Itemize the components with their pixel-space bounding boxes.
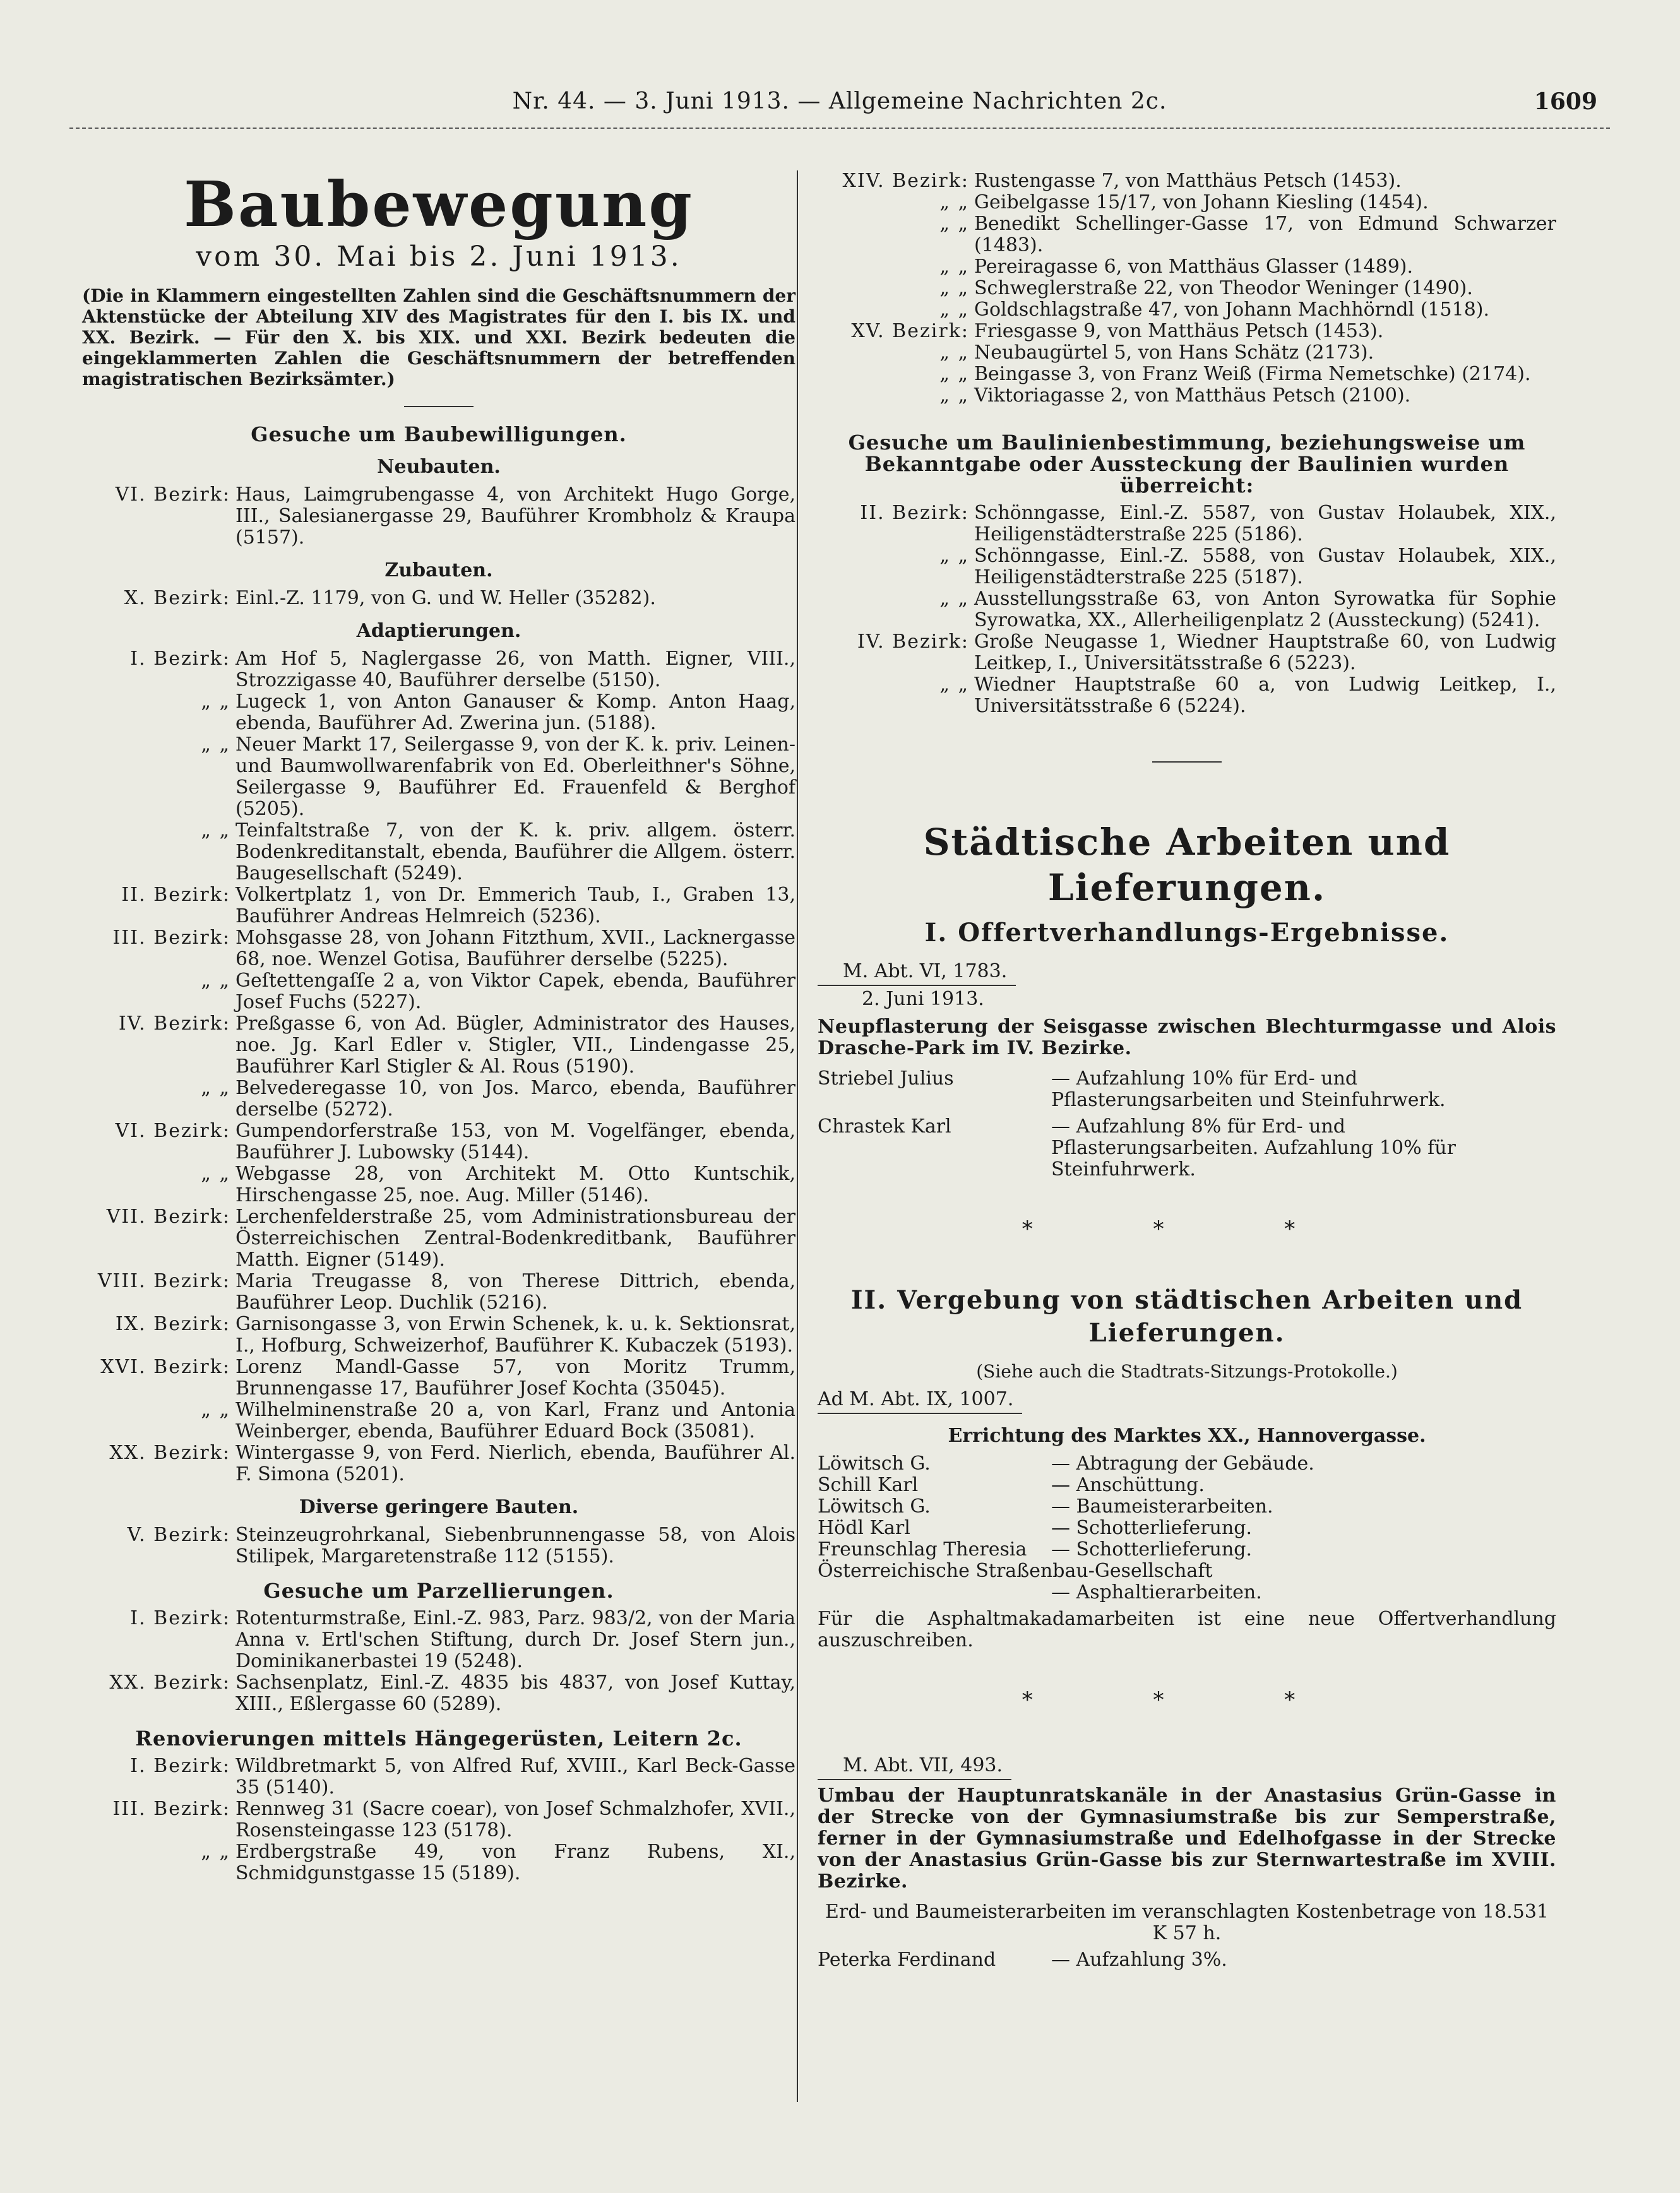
list-item xyxy=(82,1524,795,1567)
renovierungen-continued-list xyxy=(818,170,1556,407)
district-label: II. Bezirk: xyxy=(860,502,969,524)
reference-number: M. Abt. VII, 493. xyxy=(818,1755,1011,1780)
entry-text: Goldschlagstraße 47, von Johann Machhörndl (1518). xyxy=(974,299,1490,321)
left-column xyxy=(82,170,795,1884)
entry-text: Steinzeugrohrkanal, Siebenbrunnengasse 58, von Alois Stilipek, Margaretenstraße 112 (5155). xyxy=(235,1524,795,1567)
markt-heading: Errichtung des Marktes XX., Hannovergasse. xyxy=(948,1425,1426,1447)
list-item xyxy=(82,1400,795,1442)
reference-date: 2. Juni 1913. xyxy=(862,988,984,1010)
district-label: „ „ xyxy=(201,970,230,992)
entry-text: Volkertplatz 1, von Dr. Emmerich Taub, I., Graben 13, Bauführer Andreas Helmreich (5236). xyxy=(235,884,795,927)
district-label: „ „ xyxy=(201,691,230,713)
list-item xyxy=(818,213,1556,256)
intro-note: (Die in Klammern eingestellten Zahlen sind die Geschäftsnummern der Aktenstücke der Abteilung XIV des Magistrates für den I. bis IX. und XX. Bezirk. — Für den X. bis XIX. und XXI. Bezirk bedeuten die eingeklammerten Zahlen die Geschäftsnummern der betreffenden magistratischen Bezirksämter.) xyxy=(82,285,795,389)
entry-text: Mohsgasse 28, von Johann Fitzthum, XVII., Lacknergasse 68, noe. Wenzel Gotisa, Bauführer derselbe (5225). xyxy=(235,927,795,970)
list-item xyxy=(82,1608,795,1672)
list-item xyxy=(818,192,1556,213)
list-item xyxy=(82,1672,795,1715)
header-rule xyxy=(69,128,1610,129)
entry-text: Wintergasse 9, von Ferd. Nierlich, ebenda, Bauführer Al. F. Simona (5201). xyxy=(235,1442,795,1485)
entry-text: Garnisongasse 3, von Erwin Schenek, k. u. k. Sektionsrat, I., Hofburg, Schweizerhof, Bauführer K. Kubaczek (5193). xyxy=(235,1313,795,1357)
list-item xyxy=(818,256,1556,278)
list-item xyxy=(82,1013,795,1078)
section-parzellierungen: Gesuche um Parzellierungen. xyxy=(263,1579,614,1603)
offer-bidder: Peterka Ferdinand xyxy=(818,1949,996,1971)
offer-row xyxy=(818,1068,1556,1111)
entry-text: Schönngasse, Einl.-Z. 5588, von Gustav Holaubek, XIX., Heiligenstädterstraße 225 (5187). xyxy=(974,545,1556,588)
list-item xyxy=(818,545,1556,588)
page-number: 1609 xyxy=(1534,88,1597,115)
list-item xyxy=(82,1756,795,1798)
neupflasterung-heading: Neupflasterung der Seisgasse zwischen Blechturmgasse und Alois Drasche-Park im IV. Bezirke. xyxy=(818,1016,1556,1059)
district-label: I. Bezirk: xyxy=(130,1755,230,1777)
district-label: „ „ xyxy=(939,342,969,364)
list-item xyxy=(82,1314,795,1357)
offer-bidder: Striebel Julius xyxy=(818,1067,954,1090)
list-item xyxy=(818,170,1556,192)
list-item xyxy=(818,342,1556,364)
offer-terms: — Schotterlieferung. xyxy=(1051,1517,1253,1539)
entry-text: Rennweg 31 (Sacre coear), von Josef Schmalzhofer, XVII., Rosensteingasse 123 (5178). xyxy=(235,1798,795,1841)
district-label: IV. Bezirk: xyxy=(857,631,969,653)
offer-row xyxy=(818,1116,1556,1180)
header-title: Nr. 44. — 3. Juni 1913. — Allgemeine Nachrichten 2c. xyxy=(512,88,1167,114)
reference-number: Ad M. Abt. IX, 1007. xyxy=(818,1389,1022,1414)
district-label: „ „ xyxy=(939,545,969,567)
offer-row xyxy=(818,1496,1556,1518)
entry-text: Rustengasse 7, von Matthäus Petsch (1453). xyxy=(974,170,1402,192)
list-item xyxy=(82,1841,795,1884)
entry-text: Geibelgasse 15/17, von Johann Kiesling (1454). xyxy=(974,191,1429,213)
entry-text: Einl.-Z. 1179, von G. und W. Heller (35282). xyxy=(235,587,656,609)
erd-arbeiten-note: Erd- und Baumeisterarbeiten im veranschlagten Kostenbetrage von 18.531 K 57 h. xyxy=(825,1901,1549,1944)
entry-text: Haus, Laimgrubengasse 4, von Architekt Hugo Gorge, III., Salesianergasse 29, Bauführer Krombholz & Kraupa (5157). xyxy=(235,484,795,549)
offer-row xyxy=(818,1453,1556,1475)
district-label: XVI. Bezirk: xyxy=(100,1356,230,1378)
main-title: Baubewegung xyxy=(184,169,694,241)
district-label: III. Bezirk: xyxy=(112,1798,230,1820)
district-label: XX. Bezirk: xyxy=(109,1672,230,1694)
offer-terms: — Abtragung der Gebäude. xyxy=(1051,1453,1314,1475)
entry-text: Große Neugasse 1, Wiedner Hauptstraße 60, von Ludwig Leitkep, I., Universitätsstraße 6 (5223). xyxy=(974,631,1556,674)
district-label: XV. Bezirk: xyxy=(851,320,969,342)
offer-terms: — Aufzahlung 10% für Erd- und Pflasterungsarbeiten und Steinfuhrwerk. xyxy=(1051,1067,1446,1111)
district-label: „ „ xyxy=(201,1077,230,1099)
entry-text: Lerchenfelderstraße 25, vom Administrationsbureau der Österreichischen Zentral-Bodenkreditbank, Bauführer Matth. Eigner (5149). xyxy=(235,1206,795,1271)
district-label: VI. Bezirk: xyxy=(115,1120,230,1142)
district-label: „ „ xyxy=(939,363,969,385)
district-label: XIV. Bezirk: xyxy=(842,170,969,192)
entry-text: Rotenturmstraße, Einl.-Z. 983, Parz. 983/2, von der Maria Anna v. Ertl'schen Stiftung, durch Dr. Josef Stern jun., Dominikanerbastei 19 (5248). xyxy=(235,1607,795,1672)
list-item xyxy=(82,970,795,1013)
section-renovierungen: Renovierungen mittels Hängegerüsten, Leitern 2c. xyxy=(135,1726,742,1750)
list-item xyxy=(82,1120,795,1163)
district-label: „ „ xyxy=(939,674,969,696)
district-label: VI. Bezirk: xyxy=(115,484,230,506)
entry-text: Beingasse 3, von Franz Weiß (Firma Nemetschke) (2174). xyxy=(974,363,1531,385)
zubauten-list xyxy=(82,588,795,609)
list-item xyxy=(82,484,795,549)
district-label: XX. Bezirk: xyxy=(109,1442,230,1464)
subsection-zubauten: Zubauten. xyxy=(384,559,493,581)
entry-text: Wiedner Hauptstraße 60 a, von Ludwig Leitkep, I., Universitätsstraße 6 (5224). xyxy=(974,674,1556,717)
offer-terms: — Aufzahlung 3%. xyxy=(1051,1949,1227,1971)
list-item xyxy=(82,1078,795,1120)
entry-text: Maria Treugasse 8, von Therese Dittrich, ebenda, Bauführer Leop. Duchlik (5216). xyxy=(235,1270,795,1314)
entry-text: Belvederegasse 10, von Jos. Marco, ebenda, Bauführer derselbe (5272). xyxy=(235,1077,795,1120)
district-label: VIII. Bezirk: xyxy=(97,1270,230,1292)
district-label: V. Bezirk: xyxy=(127,1524,230,1546)
district-label: VII. Bezirk: xyxy=(106,1206,230,1228)
offert-ergebnisse-title: I. Offertverhandlungs-Ergebnisse. xyxy=(924,918,1450,948)
list-item xyxy=(818,502,1556,545)
list-item xyxy=(818,364,1556,385)
district-label: „ „ xyxy=(939,299,969,321)
adaptierungen-list xyxy=(82,648,795,1485)
list-item xyxy=(82,1357,795,1400)
asphalt-note: Für die Asphaltmakadamarbeiten ist eine neue Offertverhandlung auszuschreiben. xyxy=(818,1608,1556,1651)
date-range-subtitle: vom 30. Mai bis 2. Juni 1913. xyxy=(196,241,682,273)
offer-bidder: Hödl Karl xyxy=(818,1517,910,1539)
list-item xyxy=(82,1206,795,1271)
offer-row xyxy=(818,1949,1556,1971)
entry-text: Gumpendorferstraße 153, von M. Vogelfänger, ebenda, Bauführer J. Lubowsky (5144). xyxy=(235,1120,795,1163)
list-item xyxy=(818,321,1556,342)
parzellierungen-list xyxy=(82,1608,795,1715)
offer-terms: — Aufzahlung 8% für Erd- und Pflasterungsarbeiten. Aufzahlung 10% für Steinfuhrwerk. xyxy=(1051,1115,1456,1180)
list-item xyxy=(818,588,1556,631)
offer-bidder: Chrastek Karl xyxy=(818,1115,951,1138)
entry-text: Viktoriagasse 2, von Matthäus Petsch (2100). xyxy=(974,384,1411,407)
entry-text: Pereiragasse 6, von Matthäus Glasser (1489). xyxy=(974,256,1414,278)
list-item xyxy=(818,278,1556,299)
staedtische-arbeiten-title: Städtische Arbeiten und Lieferungen. xyxy=(923,821,1451,909)
district-label: I. Bezirk: xyxy=(130,1607,230,1629)
district-label: „ „ xyxy=(939,277,969,299)
vergebung-title: II. Vergebung von städtischen Arbeiten und Lieferungen. xyxy=(850,1285,1523,1348)
entry-text: Erdbergstraße 49, von Franz Rubens, XI., Schmidgunstgasse 15 (5189). xyxy=(235,1841,795,1884)
entry-text: Schweglerstraße 22, von Theodor Weninger (1490). xyxy=(974,277,1473,299)
district-label: II. Bezirk: xyxy=(121,884,230,906)
district-label: „ „ xyxy=(939,256,969,278)
offer-terms: — Asphaltierarbeiten. xyxy=(1051,1581,1262,1603)
umbau-heading: Umbau der Hauptunratskanäle in der Anastasius Grün-Gasse in der Strecke von der Gymnasiumstraße bis zur Semperstraße, ferner in der Gymnasiumstraße und Edelhofgasse in der Strecke von der Anastasius Grün-Gasse bis zur Sternwartestraße im XVIII. Bezirke. xyxy=(818,1785,1556,1893)
offer-row xyxy=(818,1582,1556,1603)
list-item xyxy=(82,588,795,609)
offer-terms: — Anschüttung. xyxy=(1051,1474,1205,1496)
baulinien-list xyxy=(818,502,1556,717)
offers-list xyxy=(818,1068,1556,1180)
offer-bidder xyxy=(818,1582,1051,1603)
entry-text: Preßgasse 6, von Ad. Bügler, Administrator des Hauses, noe. Jg. Karl Edler v. Stigler, VII., Lindengasse 25, Bauführer Karl Stigler & Al. Rous (5190). xyxy=(235,1013,795,1078)
list-item xyxy=(82,1798,795,1841)
entry-text: Sachsenplatz, Einl.-Z. 4835 bis 4837, von Josef Kuttay, XIII., Eßlergasse 60 (5289). xyxy=(235,1672,795,1715)
vergebung-list xyxy=(818,1453,1556,1603)
page-header xyxy=(69,82,1610,126)
district-label: „ „ xyxy=(201,1841,230,1863)
list-item xyxy=(818,385,1556,407)
subsection-adaptierungen: Adaptierungen. xyxy=(356,620,521,642)
list-item xyxy=(82,1271,795,1314)
district-label: „ „ xyxy=(939,588,969,610)
district-label: X. Bezirk: xyxy=(124,587,230,609)
district-label: I. Bezirk: xyxy=(130,648,230,670)
entry-text: Neubaugürtel 5, von Hans Schätz (2173). xyxy=(974,342,1374,364)
district-label: IX. Bezirk: xyxy=(115,1313,230,1335)
neubauten-list xyxy=(82,484,795,549)
district-label: „ „ xyxy=(939,213,969,235)
umbau-offers-list xyxy=(818,1949,1556,1971)
entry-text: Friesgasse 9, von Matthäus Petsch (1453). xyxy=(974,320,1384,342)
reference-number: M. Abt. VI, 1783. xyxy=(818,961,1016,986)
list-item xyxy=(82,1163,795,1206)
list-item xyxy=(818,674,1556,717)
offer-row xyxy=(818,1560,1556,1582)
entry-text: Ausstellungsstraße 63, von Anton Syrowatka für Sophie Syrowatka, XX., Allerheiligenplatz 2 (Aussteckung) (5241). xyxy=(974,588,1556,631)
column-divider xyxy=(797,170,798,2102)
entry-text: Wildbretmarkt 5, von Alfred Ruf, XVIII., Karl Beck-Gasse 35 (5140). xyxy=(235,1755,795,1798)
subsection-neubauten: Neubauten. xyxy=(377,456,501,478)
entry-text: Am Hof 5, Naglergasse 26, von Matth. Eigner, VIII., Strozzigasse 40, Bauführer derselbe (5150). xyxy=(235,648,795,691)
entry-text: Wilhelminenstraße 20 a, von Karl, Franz und Antonia Weinberger, ebenda, Bauführer Eduard Bock (35081). xyxy=(235,1399,795,1442)
list-item xyxy=(82,927,795,970)
offer-row xyxy=(818,1475,1556,1496)
offer-bidder: Schill Karl xyxy=(818,1474,919,1496)
entry-text: Benedikt Schellinger-Gasse 17, von Edmund Schwarzer (1483). xyxy=(974,213,1556,256)
entry-text: Lugeck 1, von Anton Ganauser & Komp. Anton Haag, ebenda, Bauführer Ad. Zwerina jun. (5188). xyxy=(235,691,795,734)
list-item xyxy=(82,884,795,927)
entry-text: Geſtettengaſſe 2 a, von Viktor Capek, ebenda, Bauführer Josef Fuchs (5227). xyxy=(235,970,795,1013)
district-label: „ „ xyxy=(201,734,230,756)
district-label: „ „ xyxy=(201,1163,230,1185)
section-rule xyxy=(404,406,474,407)
section-baubewilligungen: Gesuche um Baubewilligungen. xyxy=(251,422,627,446)
entry-text: Webgasse 28, von Architekt M. Otto Kuntschik, Hirschengasse 25, noe. Aug. Miller (5146). xyxy=(235,1163,795,1206)
offer-terms xyxy=(1212,1560,1556,1582)
section-rule xyxy=(1152,761,1222,763)
district-label: „ „ xyxy=(939,384,969,407)
district-label: IV. Bezirk: xyxy=(118,1013,230,1035)
list-item xyxy=(82,820,795,884)
district-label: III. Bezirk: xyxy=(112,927,230,949)
list-item xyxy=(82,734,795,820)
renovierungen-list xyxy=(82,1756,795,1884)
subsection-diverse: Diverse geringere Bauten. xyxy=(299,1496,579,1518)
offer-bidder: Freunschlag Theresia xyxy=(818,1538,1027,1560)
offer-row xyxy=(818,1518,1556,1539)
offer-bidder: Österreichische Straßenbau-Gesellschaft xyxy=(818,1560,1213,1582)
siehe-note: (Siehe auch die Stadtrats-Sitzungs-Protokolle.) xyxy=(976,1361,1398,1382)
entry-text: Schönngasse, Einl.-Z. 5587, von Gustav Holaubek, XIX., Heiligenstädterstraße 225 (5186). xyxy=(974,502,1556,545)
list-item xyxy=(82,648,795,691)
district-label: „ „ xyxy=(939,191,969,213)
entry-text: Teinfaltstraße 7, von der K. k. priv. allgem. österr. Bodenkreditanstalt, ebenda, Bauführer die Allgem. österr. Baugesellschaft (5249). xyxy=(235,819,795,884)
list-item xyxy=(818,299,1556,321)
entry-text: Lorenz Mandl-Gasse 57, von Moritz Trumm, Brunnengasse 17, Bauführer Josef Kochta (35045). xyxy=(235,1356,795,1400)
district-label: „ „ xyxy=(201,1399,230,1421)
offer-terms: — Baumeisterarbeiten. xyxy=(1051,1495,1273,1518)
offer-terms: — Schotterlieferung. xyxy=(1051,1538,1253,1560)
list-item xyxy=(82,1442,795,1485)
list-item xyxy=(818,631,1556,674)
entry-text: Neuer Markt 17, Seilergasse 9, von der K. k. priv. Leinen- und Baumwollwarenfabrik von Ed. Oberleithner's Söhne, Seilergasse 9, Bauführer Ed. Frauenfeld & Berghof (5205). xyxy=(235,734,795,820)
section-stars: * * * xyxy=(1022,1216,1352,1242)
right-column xyxy=(818,170,1556,1971)
section-stars: * * * xyxy=(1022,1687,1352,1713)
offer-bidder: Löwitsch G. xyxy=(818,1453,931,1475)
offer-bidder: Löwitsch G. xyxy=(818,1495,931,1518)
diverse-list xyxy=(82,1524,795,1567)
offer-row xyxy=(818,1539,1556,1560)
section-baulinien: Gesuche um Baulinienbestimmung, beziehungsweise um Bekanntgabe oder Aussteckung der Baulinien wurden überreicht: xyxy=(848,431,1526,497)
district-label: „ „ xyxy=(201,819,230,841)
list-item xyxy=(82,691,795,734)
